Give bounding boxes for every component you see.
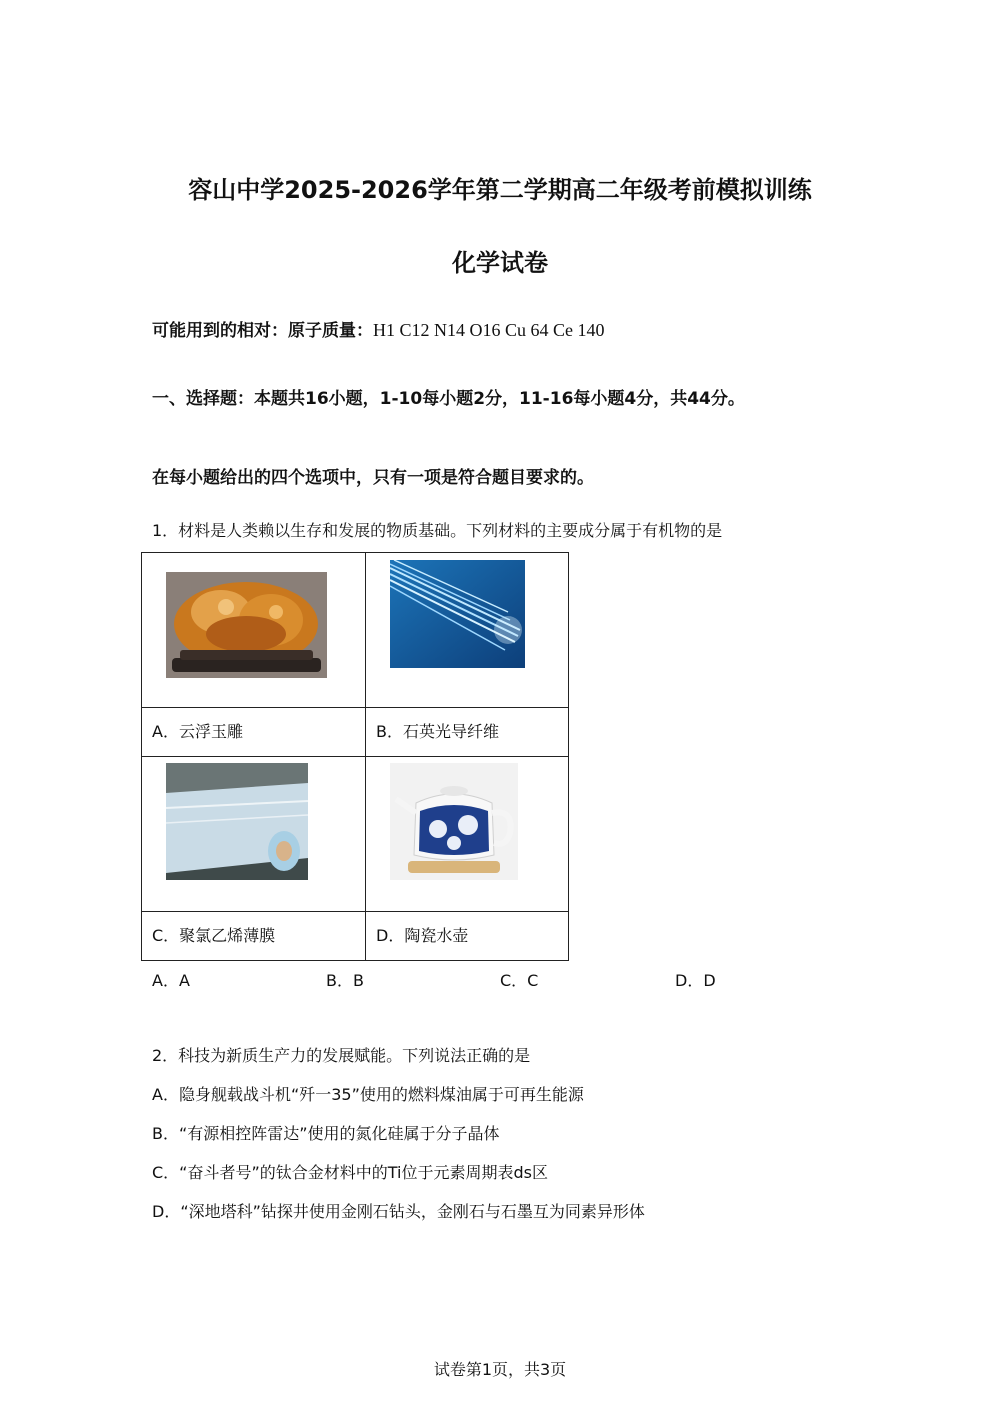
q1-cell-c-label: C．聚氯乙烯薄膜	[142, 912, 366, 961]
q1-cell-a-label: A．云浮玉雕	[142, 708, 366, 757]
section-instruction: 在每小题给出的四个选项中，只有一项是符合题目要求的。	[152, 468, 594, 488]
ceramic-kettle-image	[390, 763, 518, 880]
page-footer: 试卷第1页，共3页	[433, 1360, 567, 1379]
pvc-film-image	[166, 763, 308, 880]
atomic-mass-values: H1 C12 N14 O16 Cu 64 Ce 140	[373, 320, 605, 340]
optical-fiber-image	[390, 560, 525, 668]
q1-option-d[interactable]: D．D	[675, 971, 716, 990]
exam-title: 容山中学2025-2026学年第二学期高二年级考前模拟训练	[188, 176, 812, 204]
q1-stem: 1．材料是人类赖以生存和发展的物质基础。下列材料的主要成分属于有机物的是	[152, 521, 723, 540]
q2-option-d[interactable]: D．“深地塔科”钻探井使用金刚石钻头，金刚石与石墨互为同素异形体	[152, 1202, 645, 1221]
q2-stem: 2．科技为新质生产力的发展赋能。下列说法正确的是	[152, 1046, 531, 1065]
jade-carving-image	[166, 572, 327, 678]
q1-option-c[interactable]: C．C	[500, 971, 539, 990]
q1-cell-a-image	[142, 553, 366, 708]
q1-cell-d-label: D．陶瓷水壶	[366, 912, 569, 961]
q1-option-a[interactable]: A．A	[152, 971, 190, 990]
q1-cell-b-image	[366, 553, 569, 708]
atomic-mass-label: 可能用到的相对：原子质量：	[152, 321, 373, 341]
atomic-mass-line	[152, 316, 605, 341]
q2-option-c[interactable]: C．“奋斗者号”的钛合金材料中的Ti位于元素周期表ds区	[152, 1163, 548, 1182]
q1-option-b[interactable]: B．B	[326, 971, 364, 990]
q2-option-a[interactable]: A．隐身舰载战斗机“歼一35”使用的燃料煤油属于可再生能源	[152, 1085, 584, 1104]
q1-cell-d-image	[366, 757, 569, 912]
q2-option-b[interactable]: B．“有源相控阵雷达”使用的氮化硅属于分子晶体	[152, 1124, 500, 1143]
q1-option-table	[141, 552, 569, 961]
q1-cell-c-image	[142, 757, 366, 912]
q1-cell-b-label: B．石英光导纤维	[366, 708, 569, 757]
exam-subtitle: 化学试卷	[452, 249, 548, 277]
section-heading: 一、选择题：本题共16小题，1-10每小题2分，11-16每小题4分，共44分。	[152, 389, 745, 409]
